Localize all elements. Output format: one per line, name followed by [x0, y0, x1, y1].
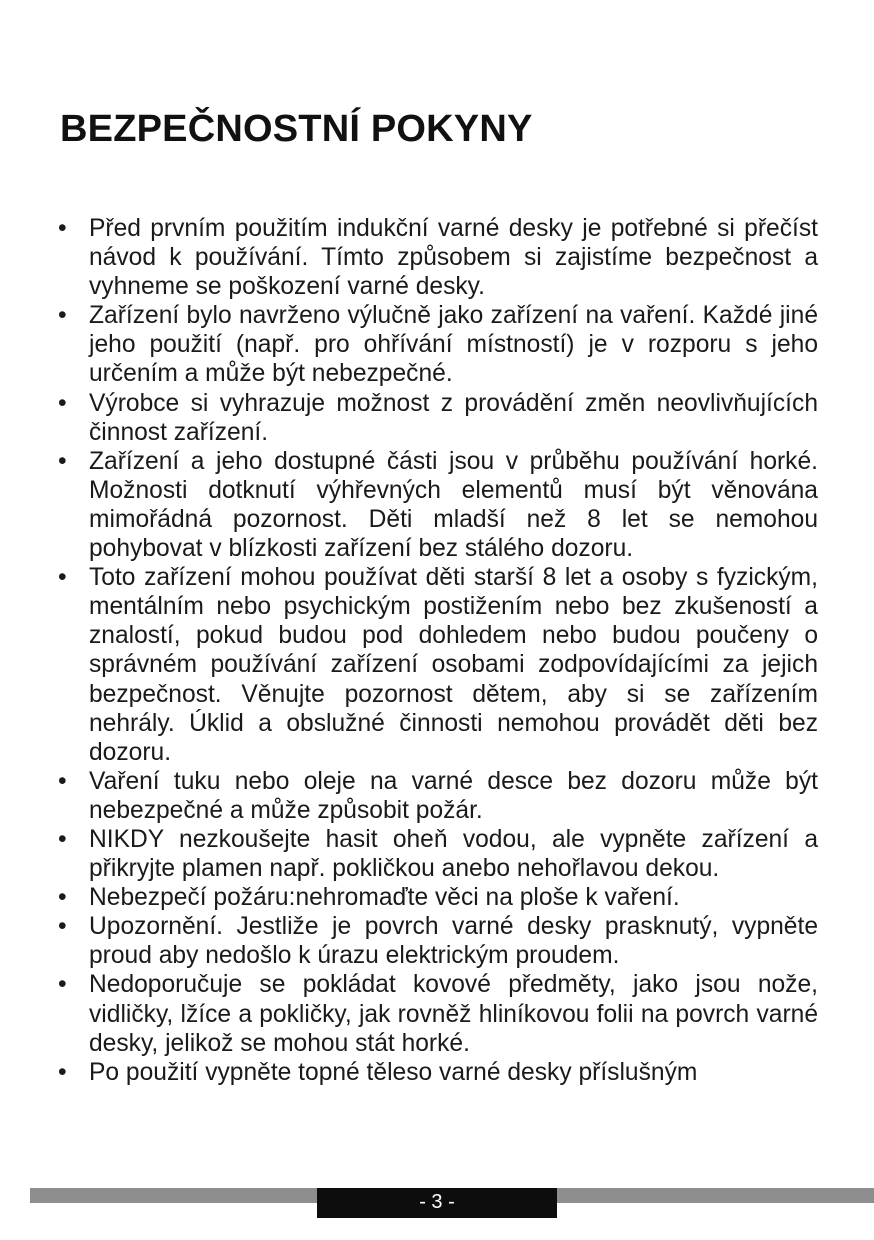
list-item: [58, 767, 818, 825]
list-item-text: Vaření tuku nebo oleje na varné desce bez dozoru může být nebezpečné a může způsobit požár.: [89, 767, 818, 824]
bullet-icon: •: [58, 913, 67, 941]
bullet-icon: •: [58, 1058, 67, 1086]
list-item: [58, 214, 818, 301]
list-item: [58, 912, 818, 970]
list-item-text: Před prvním použitím indukční varné desky je potřebné si přečíst návod k používání. Tímto způsobem si zajistíme bezpečnost a vyhneme se poškození varné desky.: [89, 215, 818, 301]
list-item: [58, 1058, 818, 1087]
list-item: [58, 883, 818, 912]
list-item-text: Zařízení a jeho dostupné části jsou v průběhu používání horké. Možnosti dotknutí výhřevných elementů musí být věnována mimořádná pozornost. Děti mladší než 8 let se nemohou pohybovat v blízkosti zařízení bez stálého dozoru.: [89, 447, 818, 563]
bullet-icon: •: [58, 767, 67, 795]
safety-instructions-list: [58, 214, 818, 1087]
list-item-text: Zařízení bylo navrženo výlučně jako zařízení na vaření. Každé jiné jeho použití (např. pro ohřívání místností) je v rozporu s jeho určením a může být nebezpečné.: [89, 302, 818, 388]
bullet-icon: •: [58, 215, 67, 242]
list-item: [58, 389, 818, 447]
list-item: [58, 447, 818, 563]
list-item-text: Nebezpečí požáru:nehromaďte věci na ploše k vaření.: [89, 884, 680, 912]
list-item-text: Výrobce si vyhrazuje možnost z provádění změn neovlivňujících činnost zařízení.: [89, 389, 818, 446]
list-item: [58, 563, 818, 767]
bullet-icon: •: [58, 389, 67, 417]
page-title: BEZPEČNOSTNÍ POKYNY: [60, 108, 533, 150]
bullet-icon: •: [58, 825, 67, 853]
list-item-text: Nedoporučuje se pokládat kovové předměty, jako jsou nože, vidličky, lžíce a pokličky, jak rovněž hliníkovou folii na povrch varné desky, jelikož se mohou stát horké.: [89, 971, 818, 1057]
bullet-icon: •: [58, 447, 67, 475]
bullet-icon: •: [58, 302, 67, 330]
bullet-icon: •: [58, 971, 67, 999]
list-item-text: Toto zařízení mohou používat děti starší 8 let a osoby s fyzickým, mentálním nebo psychickým postižením nebo bez zkušeností a znalostí, pokud budou pod dohledem nebo budou poučeny o správném používání zařízení osobami zodpovídajícími za jejich bezpečnost. Věnujte pozornost dětem, aby si se zařízením nehrály. Úklid a obslužné činnosti nemohou provádět děti bez dozoru.: [89, 564, 818, 766]
list-item-text: NIKDY nezkoušejte hasit oheň vodou, ale vypněte zařízení a přikryjte plamen např. pokličkou anebo nehořlavou dekou.: [89, 825, 818, 883]
list-item: [58, 970, 818, 1057]
bullet-icon: •: [58, 884, 67, 912]
list-item: [58, 825, 818, 883]
list-item-text: Po použití vypněte topné těleso varné desky příslušným: [89, 1058, 698, 1086]
page-number: - 3 -: [317, 1188, 557, 1218]
bullet-icon: •: [58, 564, 67, 592]
list-item-text: Upozornění. Jestliže je povrch varné desky prasknutý, vypněte proud aby nedošlo k úrazu elektrickým proudem.: [89, 913, 818, 970]
list-item: [58, 301, 818, 388]
